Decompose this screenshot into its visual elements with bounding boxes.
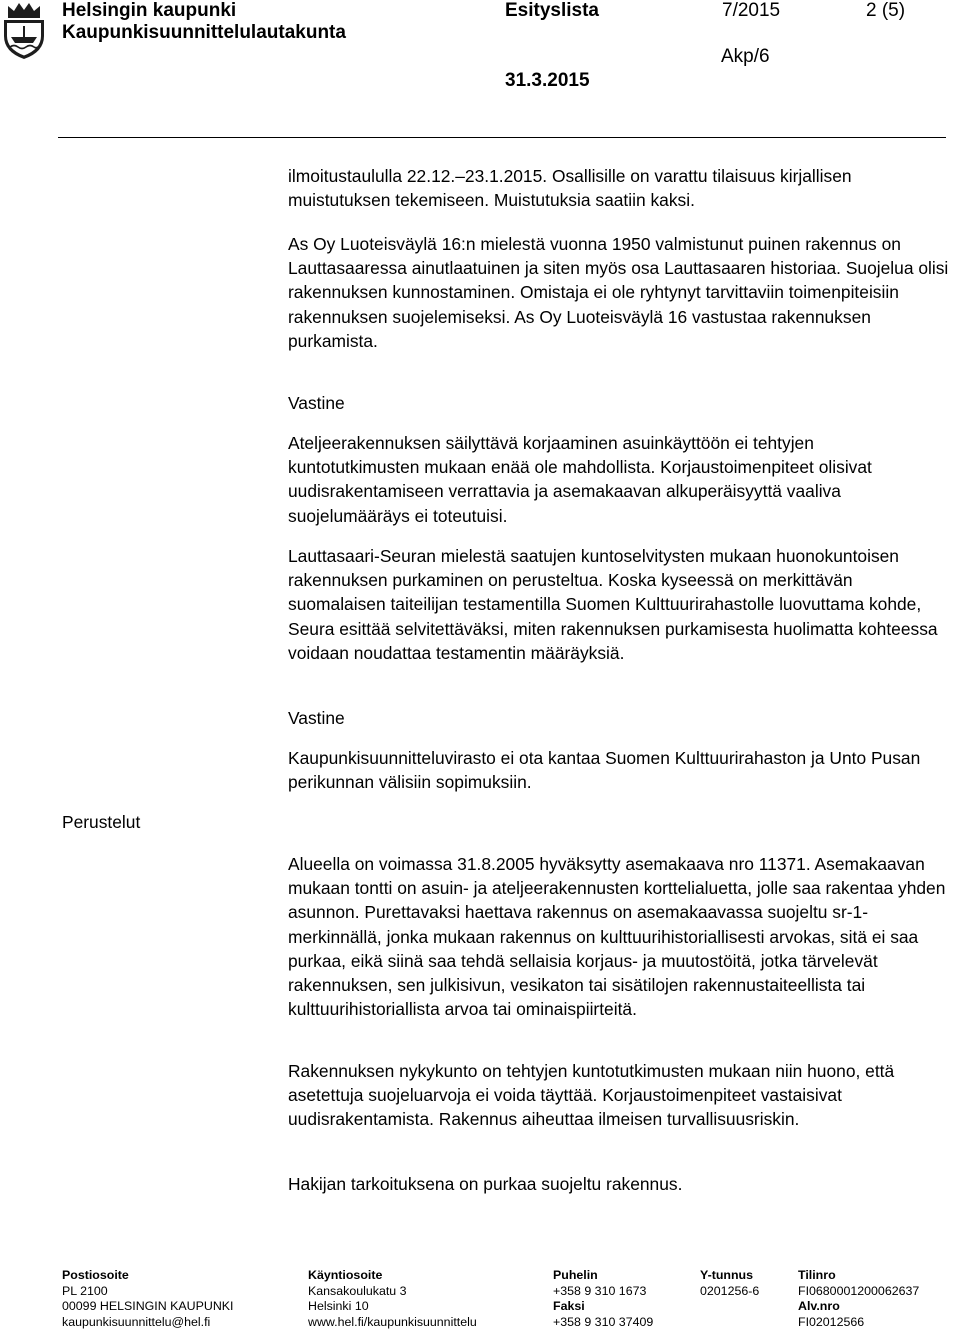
- footer-bank-account: Tilinro FI0680001200062637 Alv.nro FI02012566: [798, 1268, 920, 1329]
- document-number: 7/2015: [722, 0, 781, 21]
- response-1-label: Vastine: [288, 393, 345, 413]
- helsinki-coat-of-arms-logo: [0, 0, 48, 60]
- footer-business-id: Y-tunnus 0201256-6: [700, 1268, 760, 1298]
- organization-name: Helsingin kaupunki: [62, 0, 237, 21]
- rationale-paragraph-3: Hakijan tarkoituksena on purkaa suojeltu rakennus.: [288, 1174, 683, 1194]
- document-type: Esityslista: [505, 0, 599, 21]
- section-label-perustelut: Perustelut: [62, 812, 141, 832]
- response-1-paragraph: Ateljeerakennuksen säilyttävä korjaaminen asuinkäyttöön ei tehtyjen kuntotutkimusten mukaan enää ole mahdollista. Korjaustoimenpiteet olisivat uudisrakentamiseen verrattavia ja asemakaavan alkuperäisyyttä vaaliva suojelumääräys ei toteutuisi.: [288, 433, 872, 526]
- agenda-item-code: Akp/6: [721, 46, 770, 67]
- header-divider: [58, 137, 946, 138]
- page-number: 2 (5): [866, 0, 906, 21]
- rationale-paragraph-1: Alueella on voimassa 31.8.2005 hyväksytty asemakaava nro 11371. Asemakaavan mukaan tontti on asuin- ja ateljeerakennusten korttelialuetta, jolle saa rakentaa yhden asunnon. Purettavaksi haettava rakennus on asemakaavassa suojeltu sr-1-merkinnällä, jonka mukaan rakennus on kulttuurihistoriallisesti arvokas, sitä ei saa purkaa, eikä siinä saa tehdä sellaisia korjaus- ja muutostöitä, jotka tärvelevät rakennuksen, sen julkisivun, vesikaton tai sisätilojen rakennustaiteellista tai kulttuurihistoriallista arvoa tai ominaispiirteitä.: [288, 854, 946, 1020]
- footer-visiting-address: Käyntiosoite Kansakoulukatu 3 Helsinki 10 www.hel.fi/kaupunkisuunnittelu: [308, 1268, 477, 1329]
- objection-2-paragraph: Lauttasaari-Seuran mielestä saatujen kuntoselvitysten mukaan huonokuntoisen rakennuksen purkaminen on perusteltua. Koska kyseessä on merkittävän suomalaisen taiteilijan testamentilla Suomen Kulttuurirahastolle luovuttama kohde, Seura esittää selvitettäväksi, miten rakennuksen purkamisesta huolimatta kohteessa voidaan noudattaa testamentin määräyksiä.: [288, 546, 938, 663]
- footer-phone: Puhelin +358 9 310 1673 Faksi +358 9 310 37409: [553, 1268, 654, 1329]
- intro-paragraph: ilmoitustaululla 22.12.–23.1.2015. Osallisille on varattu tilaisuus kirjallisen muistutuksen tekemiseen. Muistutuksia saatiin kaksi.: [288, 166, 852, 211]
- rationale-paragraph-2: Rakennuksen nykykunto on tehtyjen kuntotutkimusten mukaan niin huono, että asetettuja suojeluarvoja ei voida täyttää. Korjaustoimenpiteet vastaisivat uudisrakentamista. Rakennus aiheuttaa ilmeisen turvallisuusriskin.: [288, 1061, 895, 1130]
- objection-1-paragraph: As Oy Luoteisväylä 16:n mielestä vuonna 1950 valmistunut puinen rakennus on Lauttasaaressa ainutlaatuinen ja siten myös osa Lauttasaaren historiaa. Suojelua olisi rakennuksen kunnostaminen. Omistaja ei ole ryhtynyt tarvittaviin toimenpiteisiin rakennuksen suojelemiseksi. As Oy Luoteisväylä 16 vastustaa rakennuksen purkamista.: [288, 234, 949, 351]
- footer-postal-address: Postiosoite PL 2100 00099 HELSINGIN KAUPUNKI kaupunkisuunnittelu@hel.fi: [62, 1268, 234, 1329]
- response-2-label: Vastine: [288, 708, 345, 728]
- board-name: Kaupunkisuunnittelulautakunta: [62, 22, 346, 43]
- response-2-paragraph: Kaupunkisuunnitteluvirasto ei ota kantaa Suomen Kulttuurirahaston ja Unto Pusan perikunnan välisiin sopimuksiin.: [288, 748, 921, 793]
- meeting-date: 31.3.2015: [505, 70, 590, 91]
